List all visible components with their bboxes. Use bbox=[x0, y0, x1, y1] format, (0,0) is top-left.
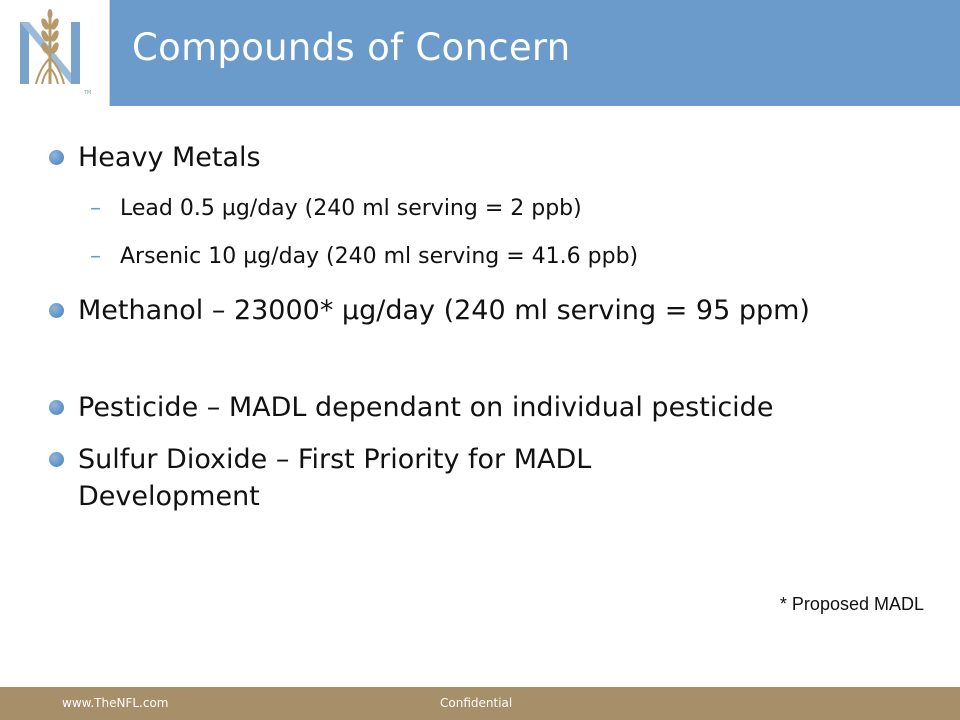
sub-bullet-dash: – bbox=[90, 196, 101, 221]
svg-text:TM: TM bbox=[84, 90, 92, 96]
title-bar bbox=[0, 0, 960, 106]
bullet-heavy-metals: Heavy Metals bbox=[78, 142, 261, 173]
footer-confidential: Confidential bbox=[440, 696, 513, 710]
bullet-dot-icon bbox=[49, 400, 64, 415]
bullet-sulfur-dioxide: Sulfur Dioxide – First Priority for MADL Development bbox=[78, 444, 592, 512]
footnote: * Proposed MADL bbox=[779, 594, 924, 614]
footer-url[interactable]: www.TheNFL.com bbox=[62, 696, 169, 710]
bullet-dot-icon bbox=[49, 303, 64, 318]
bullet-methanol: Methanol – 23000* µg/day (240 ml serving = 95 ppm) bbox=[78, 295, 810, 326]
sub-bullet-arsenic: Arsenic 10 µg/day (240 ml serving = 41.6 ppb) bbox=[120, 244, 639, 269]
sub-bullet-dash: – bbox=[90, 244, 101, 269]
logo bbox=[0, 0, 110, 106]
nfl-wheat-logo-icon bbox=[14, 8, 98, 100]
footer-bar bbox=[0, 687, 960, 720]
slide-title: Compounds of Concern bbox=[132, 26, 571, 69]
bullet-pesticide: Pesticide – MADL dependant on individual pesticide bbox=[78, 392, 774, 423]
bullet-dot-icon bbox=[49, 452, 64, 467]
sub-bullet-lead: Lead 0.5 µg/day (240 ml serving = 2 ppb) bbox=[120, 196, 582, 221]
bullet-dot-icon bbox=[49, 150, 64, 165]
